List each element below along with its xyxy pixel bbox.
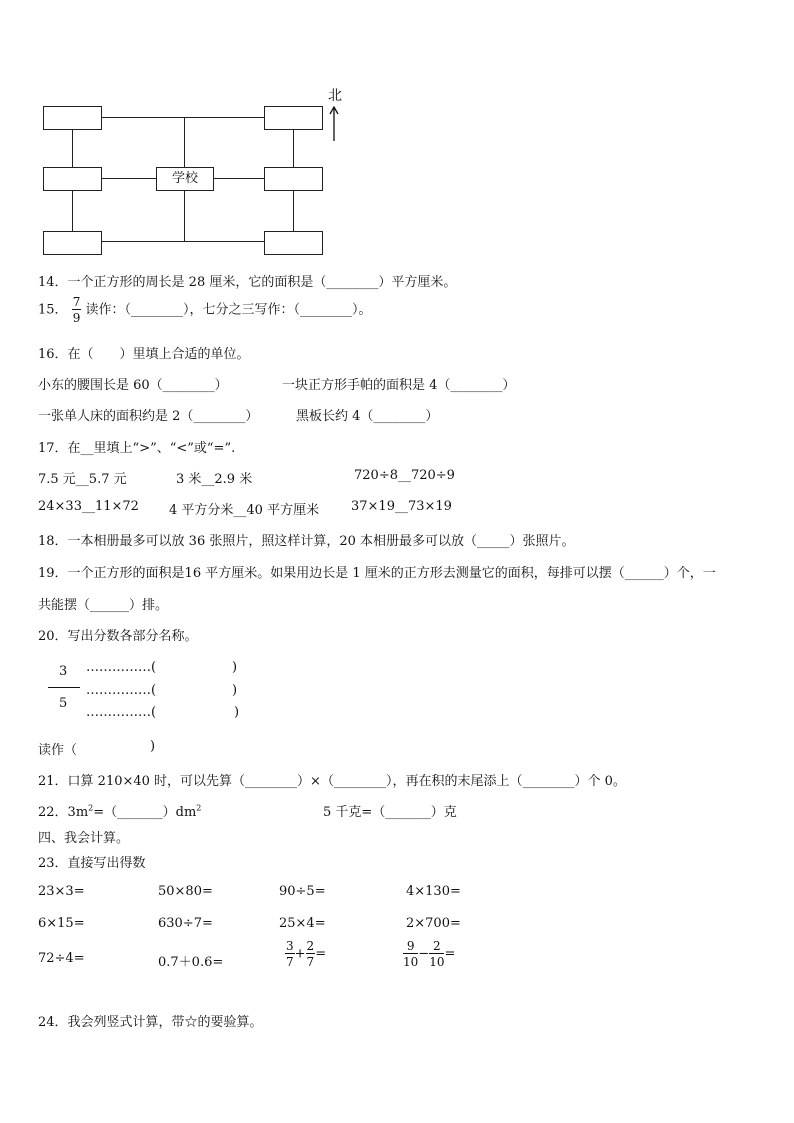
question-16-c: 一张单人床的面积约是 2（________）	[38, 409, 259, 424]
q22-a-superscript-2: 2	[196, 803, 202, 813]
question-15-number: 15．	[38, 302, 68, 318]
calc-item: 23×3=	[38, 884, 85, 899]
fraction-numerator: 2	[433, 939, 441, 953]
road-right-upper	[293, 129, 294, 167]
road-middle-left	[101, 178, 157, 179]
fraction-denominator: 9	[72, 311, 81, 325]
question-20-title: 20．写出分数各部分名称。	[38, 629, 198, 644]
fraction	[429, 940, 444, 968]
section-4-heading: 四、我会计算。	[38, 831, 130, 846]
calc-fraction-add	[285, 940, 326, 968]
bar-label-close: )	[232, 683, 238, 698]
compare-item: 720÷8__720÷9	[354, 468, 455, 483]
q20-fraction-denominator: 5	[59, 696, 68, 711]
question-24: 24．我会列竖式计算，带☆的要验算。	[38, 1015, 263, 1030]
road-center-upper	[184, 117, 185, 167]
road-right-lower	[293, 190, 294, 231]
road-left-upper	[72, 129, 73, 167]
map-box-middle-left	[43, 167, 102, 191]
compare-item: 37×19__73×19	[351, 499, 452, 514]
fraction	[403, 940, 418, 968]
question-23-title: 23．直接写出得数	[38, 856, 146, 871]
fraction-numerator: 3	[286, 939, 294, 953]
q20-fraction-bar	[48, 687, 80, 688]
road-middle-right	[213, 178, 265, 179]
calc-item: 90÷5=	[279, 884, 326, 899]
calc-item: 4×130=	[406, 884, 461, 899]
question-19-line2: 共能摆（______）排。	[38, 598, 169, 613]
q22-a-superscript: 2	[88, 803, 94, 813]
road-bottom	[101, 241, 265, 242]
q22-a-middle: =（_______）dm	[93, 805, 197, 820]
fraction-numerator: 9	[406, 939, 415, 953]
road-center-lower	[184, 190, 185, 241]
north-label: 北	[328, 88, 342, 104]
question-16-d: 黑板长约 4（________）	[296, 409, 439, 424]
question-15	[38, 296, 371, 324]
calc-item: 6×15=	[38, 916, 85, 931]
read-as-label: 读作（	[38, 743, 78, 758]
fraction	[306, 940, 316, 968]
question-22-a	[38, 801, 201, 820]
equals-sign: =	[315, 946, 327, 962]
map-box-bottom-right	[264, 231, 323, 255]
map-box-bottom-left	[43, 231, 102, 255]
fraction-denominator: 7	[306, 955, 315, 969]
bar-label-dots: ……………(	[86, 683, 157, 698]
fraction-numerator: 2	[306, 939, 315, 953]
compare-item: 7.5 元__5.7 元	[38, 472, 127, 487]
q22-a-prefix: 22．3m	[38, 805, 89, 820]
numerator-label-close: )	[232, 660, 238, 675]
calc-fraction-subtract	[403, 940, 455, 968]
map-box-top-right	[264, 106, 323, 130]
question-15-text: 读作：（________），七分之三写作：（________）。	[85, 302, 372, 318]
calc-item: 72÷4=	[38, 951, 85, 966]
denominator-label-dots: ……………(	[86, 705, 157, 720]
read-as-close: )	[150, 739, 156, 754]
fraction-denominator: 10	[403, 955, 419, 969]
school-label: 学校	[171, 171, 198, 186]
fraction-denominator: 10	[429, 955, 445, 969]
fraction-numerator: 7	[72, 295, 81, 309]
denominator-label-close: )	[234, 705, 240, 720]
question-14: 14．一个正方形的周长是 28 厘米，它的面积是（________）平方厘米。	[38, 275, 457, 290]
compare-item: 24×33__11×72	[38, 499, 139, 514]
compare-item: 4 平方分米__40 平方厘米	[169, 503, 320, 518]
calc-item: 25×4=	[279, 916, 326, 931]
question-19-line1: 19．一个正方形的面积是16 平方厘米。如果用边长是 1 厘米的正方形去测量它的面积，每排可以摆（______）个，一	[38, 566, 716, 581]
calc-item: 630÷7=	[158, 916, 213, 931]
plus-sign: +	[294, 946, 306, 962]
numerator-label-dots: ……………(	[86, 660, 157, 675]
map-box-school	[156, 167, 214, 191]
q20-fraction-numerator: 3	[59, 664, 68, 679]
compare-item: 3 米__2.9 米	[176, 472, 253, 487]
question-22-b: 5 千克=（_______）克	[323, 805, 457, 820]
minus-sign: −	[418, 946, 430, 962]
calc-item: 2×700=	[406, 916, 461, 931]
question-17-title: 17．在__里填上“>”、“<”或“=”.	[38, 441, 236, 456]
question-18: 18．一本相册最多可以放 36 张照片，照这样计算，20 本相册最多可以放（_____）张照片。	[38, 534, 575, 549]
road-top	[101, 117, 265, 118]
north-arrow-icon	[329, 106, 339, 142]
question-16-a: 小东的腰围长是 60（________）	[38, 378, 228, 393]
fraction	[285, 940, 295, 968]
question-21: 21．口算 210×40 时，可以先算（________）×（________），再在积的末尾添上（________）个 0。	[38, 774, 626, 789]
calc-item: 0.7＋0.6=	[158, 955, 224, 970]
question-16-b: 一块正方形手帕的面积是 4（________）	[282, 378, 516, 393]
fraction-seven-ninths	[72, 296, 82, 324]
map-box-top-left	[43, 106, 102, 130]
map-box-middle-right	[264, 167, 323, 191]
calc-item: 50×80=	[158, 884, 213, 899]
question-16-title: 16．在（ ）里填上合适的单位。	[38, 347, 250, 362]
road-left-lower	[72, 190, 73, 231]
equals-sign: =	[444, 946, 456, 962]
fraction-denominator: 7	[286, 955, 294, 969]
